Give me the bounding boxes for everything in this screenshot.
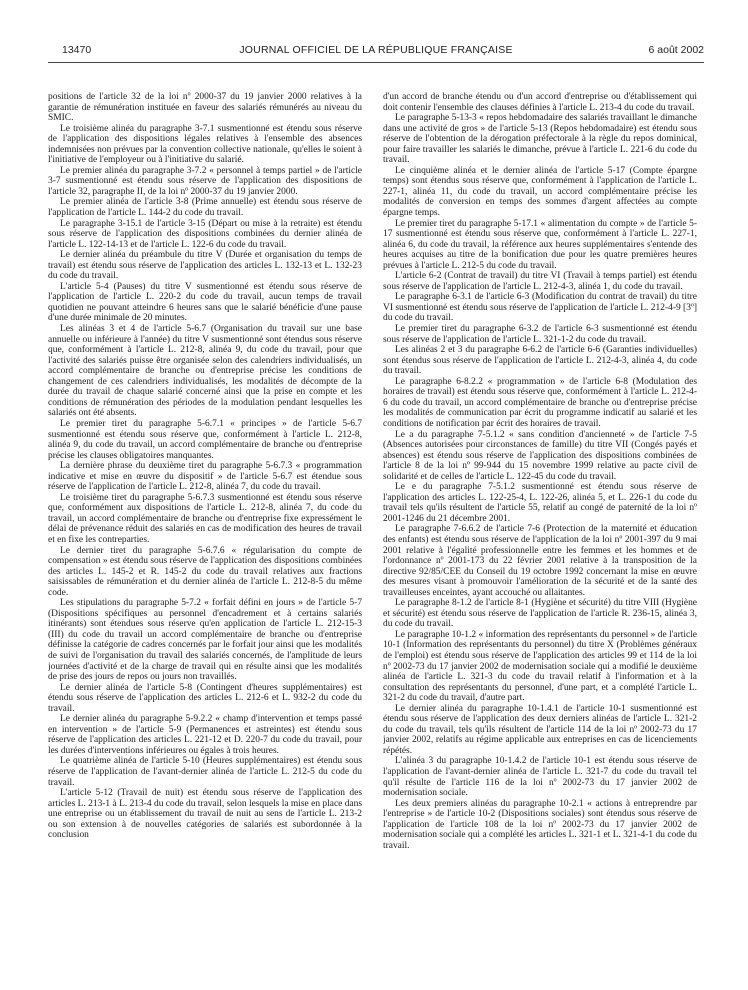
paragraph: Le premier tiret du paragraphe 5-6.7.1 « principes » de l'article 5-6.7 susmentionné est étendu sous réserve que, conformément à l'article L. 212-8, alinéa 9, du code du travail, un accord complémentaire de branche ou d'entreprise précise les clauses obligatoires manquantes. — [48, 418, 362, 461]
paragraph: La dernière phrase du deuxième tiret du paragraphe 5-6.7.3 « programmation indicative et mise en œuvre du dispositif » de l'article 5-6.7 est étendue sous réserve de l'application de l'article L. 212-8, alinéa 7, du code du travail. — [48, 461, 362, 493]
paragraph: d'un accord de branche étendu ou d'un accord d'entreprise ou d'établissement qui doit contenir l'ensemble des clauses définies à l'article L. 213-4 du code du travail. — [383, 92, 697, 113]
paragraph: Le paragraphe 8-1.2 de l'article 8-1 (Hygiène et sécurité) du titre VIII (Hygiène et sécurité) est étendu sous réserve de l'application de l'article R. 236-15, alinéa 3, du code du travail. — [383, 598, 697, 630]
paragraph: Le premier alinéa du paragraphe 3-7.2 « personnel à temps partiel » de l'article 3-7 susmentionné est étendu sous réserve de l'application des dispositions de l'article 32, paragraphe II, de la loi nº 2000-37 du 19 janvier 2000. — [48, 165, 362, 197]
paragraph: Le premier tiret du paragraphe 6-3.2 de l'article 6-3 susmentionné est étendu sous réserve de l'application de l'article L. 321-1-2 du code du travail. — [383, 324, 697, 345]
paragraph: L'article 5-4 (Pauses) du titre V susmentionné est étendu sous réserve de l'application de l'article L. 220-2 du code du travail, aucun temps de travail quotidien ne pouvant atteindre 6 heures sans que le salarié bénéficie d'une pause d'une durée minimale de 20 minutes. — [48, 281, 362, 324]
page-number: 13470 — [62, 44, 92, 56]
paragraph: Le dernier alinéa de l'article 5-8 (Contingent d'heures supplémentaires) est étendu sous réserve de l'application des articles L. 212-6 et L. 932-2 du code du travail. — [48, 682, 362, 714]
paragraph: Le dernier alinéa du paragraphe 5-9.2.2 « champ d'intervention et temps passé en intervention » de l'article 5-9 (Permanences et astreintes) est étendu sous réserve de l'application des articles L. 221-12 et D. 220-7 du code du travail, pour les durées d'interventions inférieures ou égales à trois heures. — [48, 714, 362, 756]
paragraph: Le troisième alinéa du paragraphe 3-7.1 susmentionné est étendu sous réserve de l'application des dispositions légales relatives à l'ensemble des absences indemnisées non prévues par la convention collective nationale, qu'elles le soient à l'initiative de l'employeur ou à l'initiative du salarié. — [48, 123, 362, 166]
paragraph: Les alinéas 2 et 3 du paragraphe 6-6.2 de l'article 6-6 (Garanties individuelles) sont étendus sous réserve de l'application de l'article L. 212-4-3, alinéa 4, du code du travail. — [383, 345, 697, 377]
paragraph: Le paragraphe 3-15.1 de l'article 3-15 (Départ ou mise à la retraite) est étendu sous réserve de l'application des dispositions combinées du dernier alinéa de l'article L. 122-14-13 et de l'article L. 122-6 du code du travail. — [48, 218, 362, 250]
paragraph: Le paragraphe 6-8.2.2 « programmation » de l'article 6-8 (Modulation des horaires de travail) est étendu sous réserve que, conformément à l'article L. 212-4-6 du code du travail, un accord complémentaire de branche ou d'entreprise précise les modalités de communication par écrit du programme indicatif au salarié et les conditions de notification par écrit des horaires de travail. — [383, 376, 697, 429]
page-header — [48, 44, 704, 60]
paragraph: Le cinquième alinéa et le dernier alinéa de l'article 5-17 (Compte épargne temps) sont étendus sous réserve que, conformément à l'application de l'article L. 227-1, alinéa 11, du code du travail, un accord complémentaire précise les modalités de conversion en temps des sommes d'argent affectées au compte épargne temps. — [383, 165, 697, 219]
paragraph: Le quatrième alinéa de l'article 5-10 (Heures supplémentaires) est étendu sous réserve de l'application de l'avant-dernier alinéa de l'article L. 212-5 du code du travail. — [48, 756, 362, 788]
paragraph: Le troisième tiret du paragraphe 5-6.7.3 susmentionné est étendu sous réserve que, conformément aux dispositions de l'article L. 212-8, alinéa 7, du code du travail, un accord complémentaire de branche ou d'entreprise fixe expressément le délai de prévenance réduit des salariés en cas de modification des heures de travail et en fixe les contreparties. — [48, 492, 362, 545]
paragraph: Le paragraphe 6-3.1 de l'article 6-3 (Modification du contrat de travail) du titre VI susmentionné est étendu sous réserve de l'application de l'article L. 212-4-9 [3º] du code du travail. — [383, 292, 697, 324]
paragraph: Le e du paragraphe 7-5.1.2 susmentionné est étendu sous réserve de l'application des articles L. 122-25-4, L. 122-26, alinéa 5, et L. 226-1 du code du travail tels qu'ils résultent de l'article 55, relatif au congé de paternité de la loi nº 2001-1246 du 21 décembre 2001. — [383, 482, 697, 524]
paragraph: positions de l'article 32 de la loi nº 2000-37 du 19 janvier 2000 relatives à la garantie de rémunération instituée en faveur des salariés rémunérés au niveau du SMIC. — [48, 92, 362, 124]
paragraph: L'article 5-12 (Travail de nuit) est étendu sous réserve de l'application des articles L. 213-1 à L. 213-4 du code du travail, selon lesquels la mise en place dans une entreprise ou un établissement du travail de nuit au sens de l'article L. 213-2 ou son extension à de nouvelles catégories de salariés est subordonnée à la conclusion — [48, 788, 362, 841]
paragraph: Le dernier tiret du paragraphe 5-6.7.6 « régularisation du compte de compensation » est étendu sous réserve de l'application des dispositions combinées des articles L. 145-2 et R. 145-2 du code du travail relatives aux fractions saisissables de rémunération et du dernier alinéa de l'article L. 212-8-5 du même code. — [48, 545, 362, 598]
journal-title: JOURNAL OFFICIEL DE LA RÉPUBLIQUE FRANÇAISE — [239, 44, 513, 56]
header-rule — [48, 62, 704, 63]
paragraph: Le paragraphe 10-1.2 « information des représentants du personnel » de l'article 10-1 (Information des représentants du personnel) du titre X (Problèmes généraux de l'emploi) est étendu sous réserve de l'application des articles 99 et 114 de la loi nº 2002-73 du 17 janvier 2002 de modernisation sociale qui a modifié le deuxième alinéa de l'article L. 321-3 du code du travail relatif à l'information et à la consultation des représentants du personnel, d'une part, et a complété l'article L. 321-2 du code du travail, d'autre part. — [383, 629, 697, 704]
paragraph: L'alinéa 3 du paragraphe 10-1.4.2 de l'article 10-1 est étendu sous réserve de l'application de l'avant-dernier alinéa de l'article L. 321-7 du code du travail tel qu'il résulte de l'article 116 de la loi nº 2002-73 du 17 janvier 2002 de modernisation sociale. — [383, 756, 697, 799]
paragraph: Les stipulations du paragraphe 5-7.2 « forfait défini en jours » de l'article 5-7 (Dispositions spécifiques au personnel d'encadrement et à certains salariés itinérants) sont étendues sous réserve qu'en application de l'article L. 212-15-3 (III) du code du travail un accord complémentaire de branche ou d'entreprise définisse la catégorie de cadres concernés par le forfait jour ainsi que les modalités de suivi de l'organisation du travail des salariés concernés, de l'amplitude de leurs journées d'activité et de la charge de travail qui en résulte ainsi que les modalités de prise des jours de repos ou jours non travaillés. — [48, 598, 362, 683]
paragraph: Le paragraphe 5-13-3 « repos hebdomadaire des salariés travaillant le dimanche dans une activité de gros » de l'article 5-13 (Repos hebdomadaire) est étendu sous réserve de l'obtention de la dérogation préfectorale à la règle du repos dominical, pour faire travailler les salariés le dimanche, prévue à l'article L. 221-6 du code du travail. — [383, 113, 697, 166]
paragraph: Le dernier alinéa du préambule du titre V (Durée et organisation du temps de travail) est étendu sous réserve de l'application des articles L. 132-13 et L. 132-23 du code du travail. — [48, 250, 362, 282]
paragraph: Le dernier alinéa du paragraphe 10-1.4.1 de l'article 10-1 susmentionné est étendu sous réserve de l'application des deux derniers alinéas de l'article L. 321-2 du code du travail, tels qu'ils résultent de l'article 114 de la loi nº 2002-73 du 17 janvier 2002, relatifs au régime applicable aux entreprises en cas de licenciements répétés. — [383, 703, 697, 756]
right-text-column — [383, 92, 697, 978]
publication-date: 6 août 2002 — [648, 44, 704, 56]
paragraph: Le paragraphe 7-6.6.2 de l'article 7-6 (Protection de la maternité et éducation des enfants) est étendu sous réserve de l'application de la loi nº 2001-397 du 9 mai 2001 relative à l'égalité professionnelle entre les femmes et les hommes et de l'ordonnance nº 2001-173 du 22 février 2001 relative à la transposition de la directive 92/85/CEE du Conseil du 19 octobre 1992 concernant la mise en œuvre des mesures visant à promouvoir l'amélioration de la sécurité et de la santé des travailleuses enceintes, ayant accouché ou allaitantes. — [383, 524, 697, 598]
paragraph: Les alinéas 3 et 4 de l'article 5-6.7 (Organisation du travail sur une base annuelle ou inférieure à l'année) du titre V susmentionné sont étendus sous réserve que, conformément à l'article L. 212-8, alinéa 9, du code du travail, pour que l'activité des salariés puisse être organisée selon des calendriers individualisés, un accord complémentaire de branche ou d'entreprise précise les conditions de changement de ces calendriers individualisés, les modalités de décompte de la durée du travail de chaque salarié concerné ainsi que la prise en compte et les conditions de rémunération des périodes de la modulation pendant lesquelles les salariés ont été absents. — [48, 324, 362, 419]
paragraph: Les deux premiers alinéas du paragraphe 10-2.1 « actions à entreprendre par l'entreprise » de l'article 10-2 (Dispositions sociales) sont étendus sous réserve de l'application de l'article 108 de la loi nº 2002-73 du 17 janvier 2002 de modernisation sociale qui a complété les articles L. 321-1 et L. 321-4-1 du code du travail. — [383, 798, 697, 851]
paragraph: Le a du paragraphe 7-5.1.2 « sans condition d'ancienneté » de l'article 7-5 (Absences autorisées pour circonstances de famille) du titre VII (Congés payés et absences) est étendu sous réserve de l'application des dispositions combinées de l'article 8 de la loi nº 99-944 du 15 novembre 1999 relative au pacte civil de solidarité et de celles de l'article L. 122-45 du code du travail. — [383, 429, 697, 482]
paragraph: Le premier tiret du paragraphe 5-17.1 « alimentation du compte » de l'article 5-17 susmentionné est étendu sous réserve que, conformément à l'article L. 227-1, alinéa 6, du code du travail, la référence aux heures supplémentaires s'entende des heures acquises au titre de la bonification due pour les quatre premières heures prévues à l'article L. 212-5 du code du travail. — [383, 218, 697, 271]
paragraph: Le premier alinéa de l'article 3-8 (Prime annuelle) est étendu sous réserve de l'application de l'article L. 144-2 du code du travail. — [48, 197, 362, 219]
paragraph: L'article 6-2 (Contrat de travail) du titre VI (Travail à temps partiel) est étendu sous réserve de l'application de l'article L. 212-4-3, alinéa 1, du code du travail. — [383, 271, 697, 292]
left-text-column — [48, 92, 362, 978]
